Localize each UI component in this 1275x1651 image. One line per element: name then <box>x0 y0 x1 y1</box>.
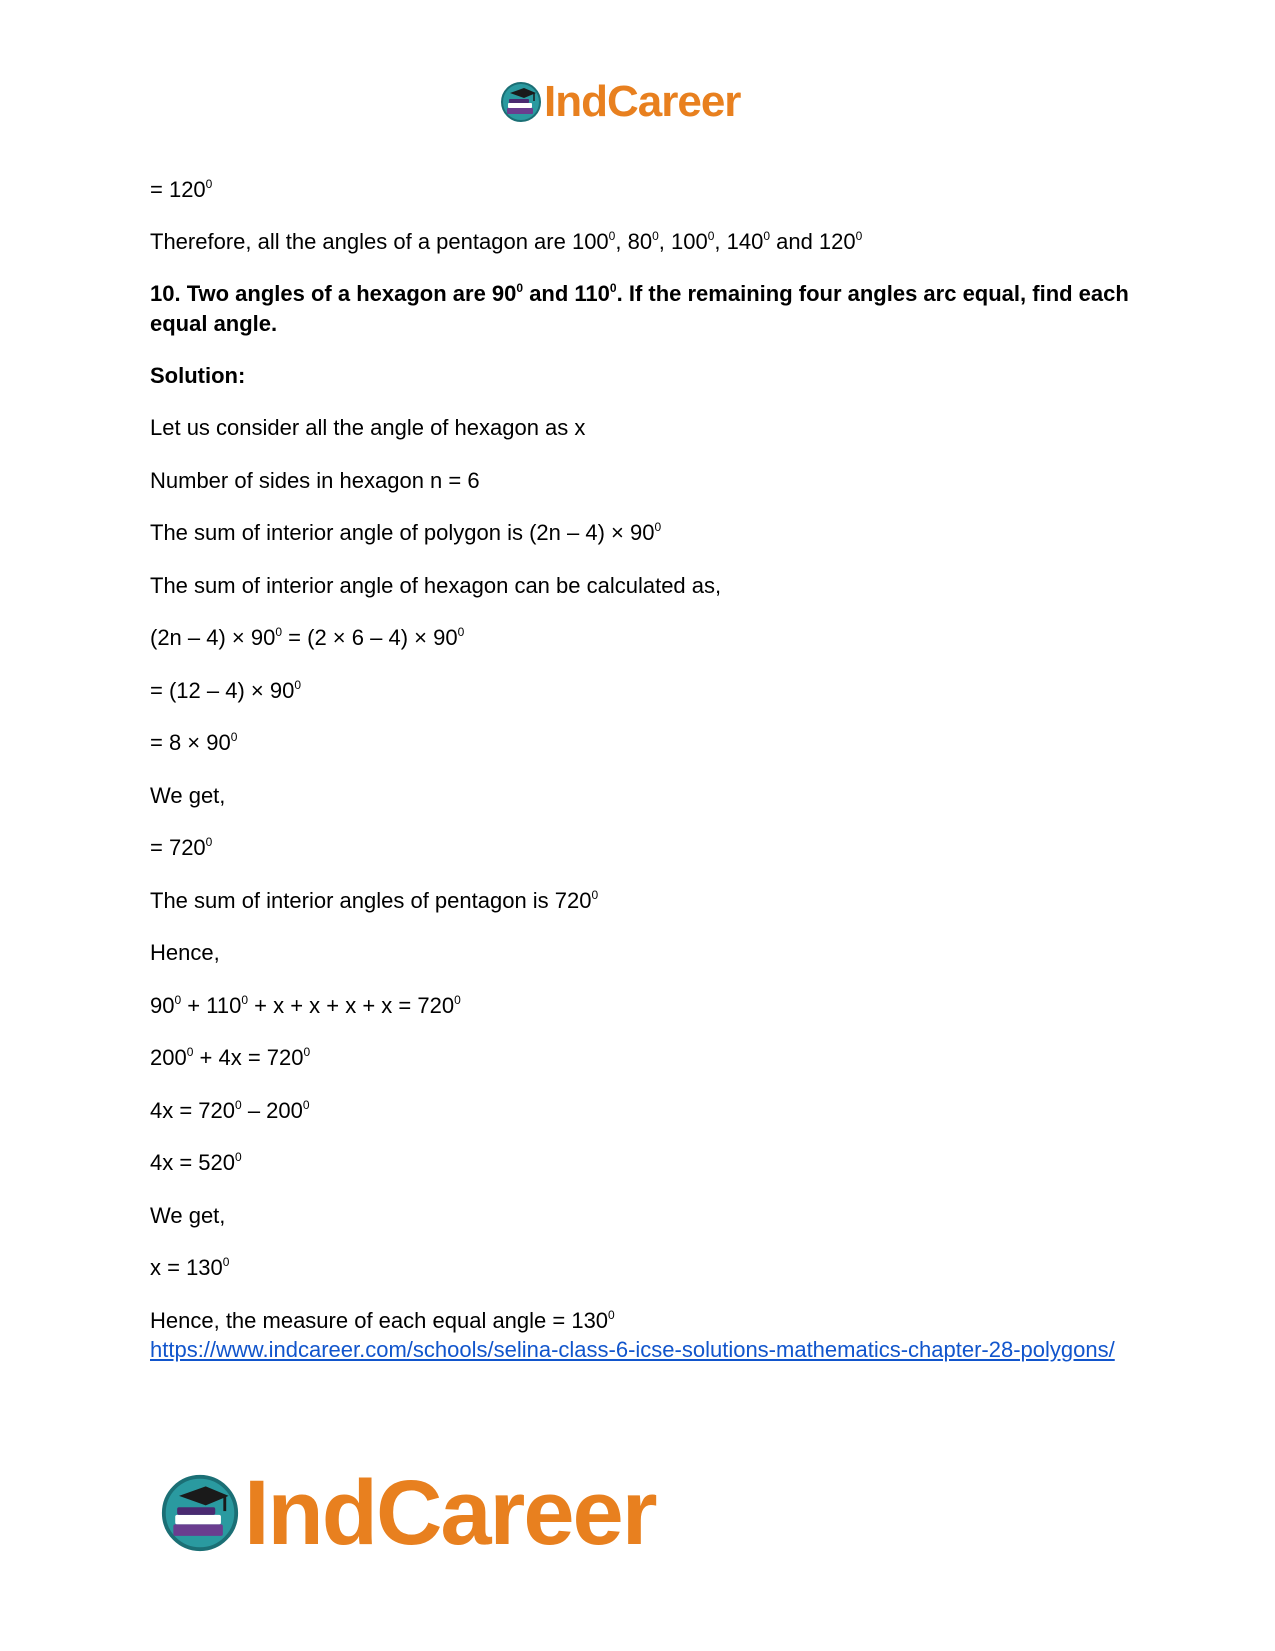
text-line: $90^0 + 110^0 + x + x + x + x = 720^0$ <box>150 993 461 1018</box>
text-line: The sum of interior angles of pentagon is $720^0$ <box>150 888 599 913</box>
degree-superscript: 0 <box>591 888 599 902</box>
degree-superscript: 0 <box>763 229 770 243</box>
text-line: Number of sides in hexagon n = 6 <box>150 468 480 493</box>
degree-superscript: 0 <box>608 229 616 243</box>
degree-superscript: 0 <box>855 229 863 243</box>
text-line: = $120^0$ <box>150 177 213 202</box>
degree-superscript: 0 <box>241 993 249 1007</box>
book-globe-icon <box>160 1473 240 1553</box>
degree-superscript: 0 <box>222 1255 230 1269</box>
header-logo <box>500 77 741 126</box>
text-line: Let us consider all the angle of hexagon as x <box>150 415 586 440</box>
degree-superscript: 0 <box>294 678 302 692</box>
footer-logo <box>160 1462 656 1564</box>
degree-superscript: 0 <box>303 1045 311 1059</box>
degree-superscript: 0 <box>454 993 461 1007</box>
book-globe-icon <box>500 81 542 123</box>
degree-superscript: 0 <box>652 229 659 243</box>
brand-wordmark: IndCareer <box>544 77 741 126</box>
text-line: $4x = 520^0$ <box>150 1150 242 1175</box>
degree-superscript: 0 <box>230 730 238 744</box>
degree-superscript: 0 <box>235 1098 242 1112</box>
text-line: $x = 130^0$ <box>150 1255 230 1280</box>
text-line: The sum of interior angle of hexagon can be calculated as, <box>150 573 722 598</box>
text-line: $(2n - 4) \times 90^0 = (2 \times 6 - 4) \times 90^0$ <box>150 625 465 650</box>
text-line: $200^0 + 4x = 720^0$ <box>150 1045 311 1070</box>
degree-superscript: 0 <box>609 281 617 295</box>
text-line: The sum of interior angle of polygon is $(2n - 4) \times 90^0$ <box>150 520 662 545</box>
degree-superscript: 0 <box>608 1308 615 1322</box>
degree-superscript: 0 <box>275 625 283 639</box>
text-line: = $720^0$ <box>150 835 213 860</box>
text-line: Therefore, all the angles of a pentagon are $100^0$, $80^0$, $100^0$, $140^0$ and $120^0$ <box>150 229 863 254</box>
source-link[interactable]: https://www.indcareer.com/schools/selina-class-6-icse-solutions-mathematics-chapter-28-polygons/ <box>150 1337 1115 1362</box>
question-heading: 10. Two angles of a hexagon are $90^0$ and $110^0$. If the remaining four angles arc equal, find each equal angle. <box>150 281 1129 336</box>
text-line: Hence, <box>150 940 220 965</box>
text-line: = $(12 - 4) \times 90^0$ <box>150 678 302 703</box>
answer-line: Hence, the measure of each equal angle = $130^0$ <box>150 1308 615 1333</box>
brand-wordmark: IndCareer <box>244 1462 656 1564</box>
text-line: We get, <box>150 783 226 808</box>
degree-superscript: 0 <box>302 1098 310 1112</box>
degree-superscript: 0 <box>205 835 213 849</box>
degree-superscript: 0 <box>516 281 524 295</box>
degree-superscript: 0 <box>654 520 662 534</box>
degree-superscript: 0 <box>235 1150 242 1164</box>
text-line: = $8 \times 90^0$ <box>150 730 238 755</box>
degree-superscript: 0 <box>174 993 182 1007</box>
text-line: We get, <box>150 1203 226 1228</box>
degree-superscript: 0 <box>707 229 715 243</box>
degree-superscript: 0 <box>457 625 465 639</box>
degree-superscript: 0 <box>186 1045 194 1059</box>
degree-superscript: 0 <box>205 177 213 191</box>
text-line: $4x = 720^0 - 200^0$ <box>150 1098 310 1123</box>
solution-label: Solution: <box>150 363 246 388</box>
